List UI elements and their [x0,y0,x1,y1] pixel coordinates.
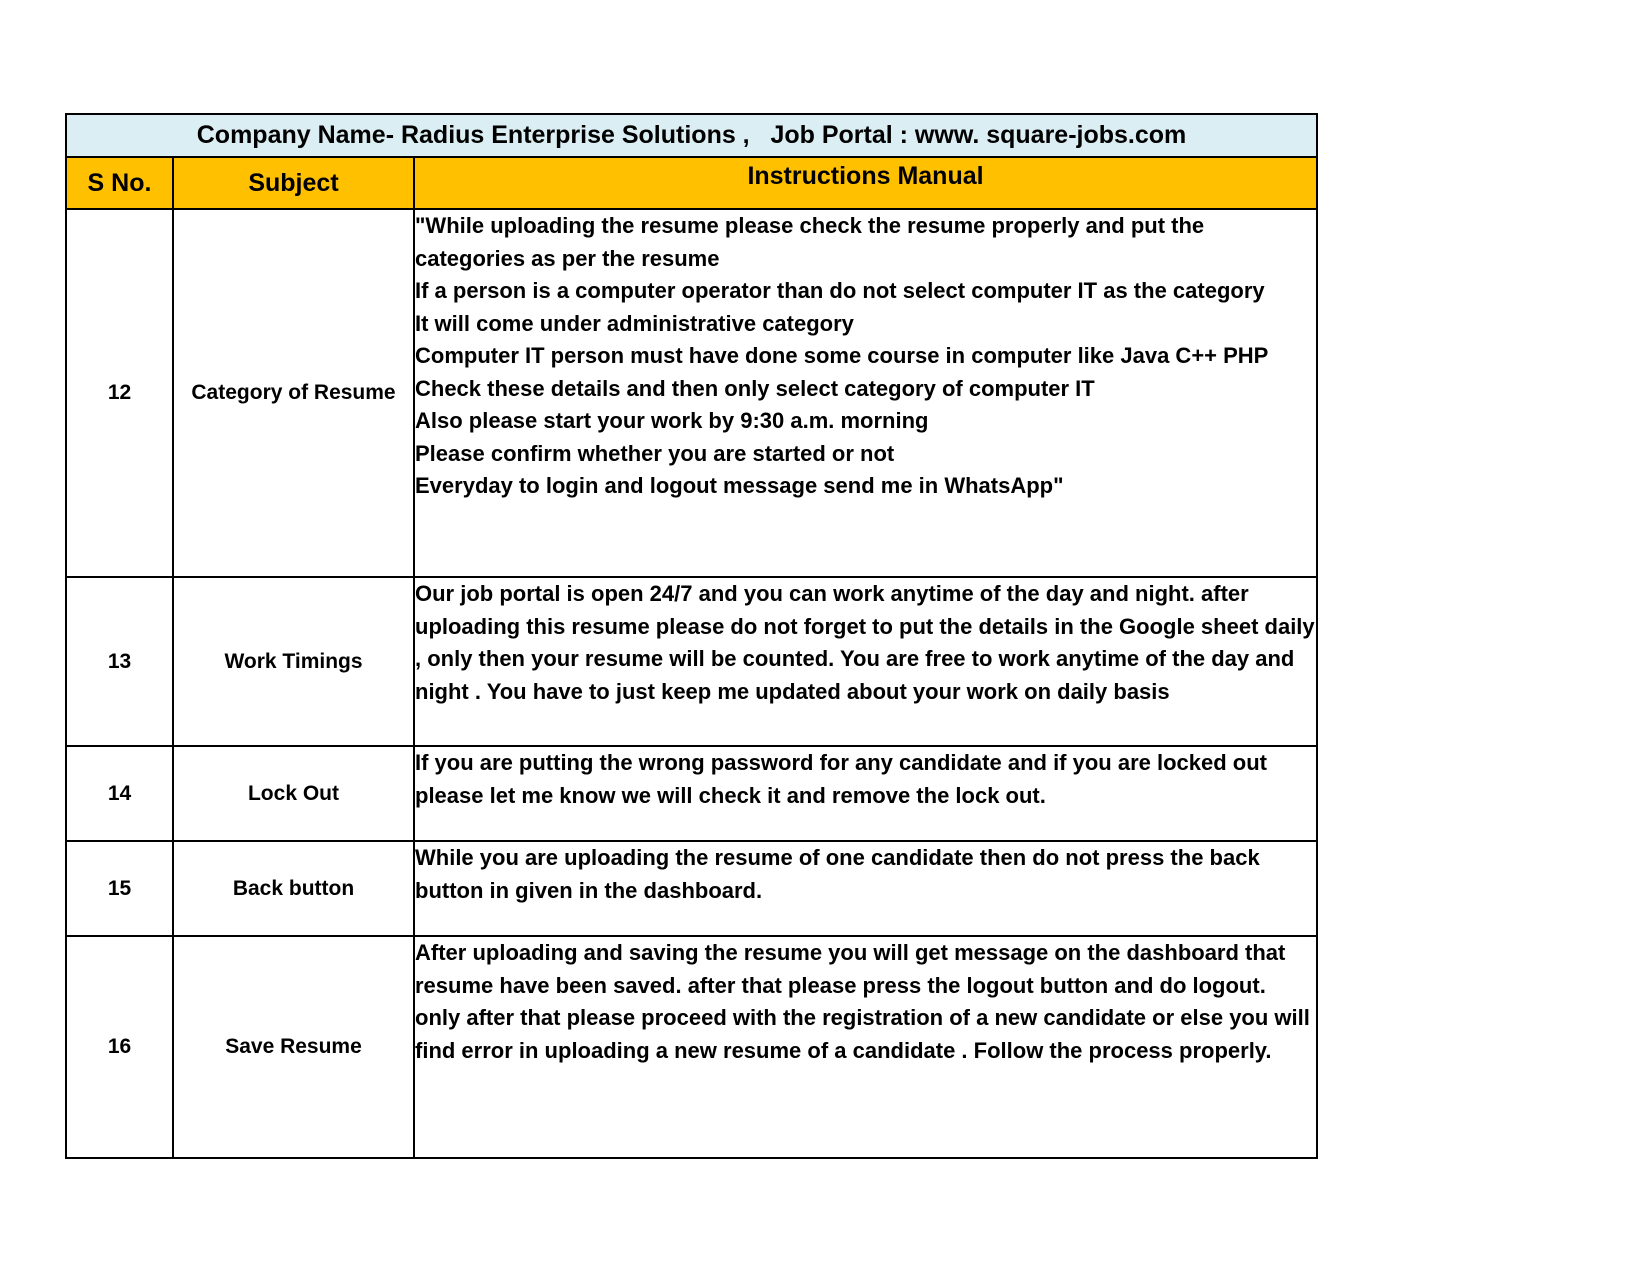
company-title-row [66,114,1317,157]
instruction-text: If you are putting the wrong password for any candidate and if you are locked out please let me know we will check it and remove the lock out. [415,750,1267,808]
company-title: Company Name- Radius Enterprise Solutions , Job Portal : www. square-jobs.com [66,114,1317,157]
row-subject: Back button [173,841,414,936]
instruction-line: If a person is a computer operator than do not select computer IT as the category [415,278,1265,303]
row-instructions [414,577,1317,746]
table-row [66,841,1317,936]
instruction-line: Also please start your work by 9:30 a.m. morning [415,408,929,433]
header-row [66,157,1317,209]
row-subject: Lock Out [173,746,414,841]
instruction-line: categories as per the resume [415,245,720,271]
row-instructions [414,209,1317,577]
row-subject: Category of Resume [173,209,414,577]
sno-header: S No. [66,157,173,209]
instruction-text: While you are uploading the resume of one candidate then do not press the back button in given in the dashboard. [415,845,1260,903]
table-row [66,577,1317,746]
row-instructions [414,746,1317,841]
row-subject: Work Timings [173,577,414,746]
table-row [66,936,1317,1158]
instructions-table [65,113,1318,1159]
row-sno: 15 [66,841,173,936]
table-row [66,209,1317,577]
row-sno: 13 [66,577,173,746]
instruction-text: Our job portal is open 24/7 and you can work anytime of the day and night. after uploading this resume please do not forget to put the details in the Google sheet daily , only then your resume will be counted. You are free to work anytime of the day and night . You have to just keep me updated about your work on daily basis [415,581,1315,704]
instruction-text: After uploading and saving the resume you will get message on the dashboard that resume have been saved. after that please press the logout button and do logout. only after that please proceed with the registration of a new candidate or else you will find error in uploading a new resume of a candidate . Follow the process properly. [415,940,1310,1063]
row-instructions [414,936,1317,1158]
row-sno: 12 [66,209,173,577]
row-subject: Save Resume [173,936,414,1158]
row-sno: 14 [66,746,173,841]
instruction-line: Check these details and then only select category of computer IT [415,375,1095,401]
table-row [66,746,1317,841]
instruction-line: "While uploading the resume please check the resume properly and put the [415,213,1205,238]
instruction-line: Everyday to login and logout message send me in WhatsApp" [415,473,1064,498]
instructions-header: Instructions Manual [414,157,1317,209]
instruction-line: Please confirm whether you are started or not [415,440,895,466]
instruction-line: It will come under administrative category [415,310,854,336]
instruction-line: Computer IT person must have done some course in computer like Java C++ PHP [415,343,1269,368]
row-sno: 16 [66,936,173,1158]
subject-header: Subject [173,157,414,209]
row-instructions [414,841,1317,936]
